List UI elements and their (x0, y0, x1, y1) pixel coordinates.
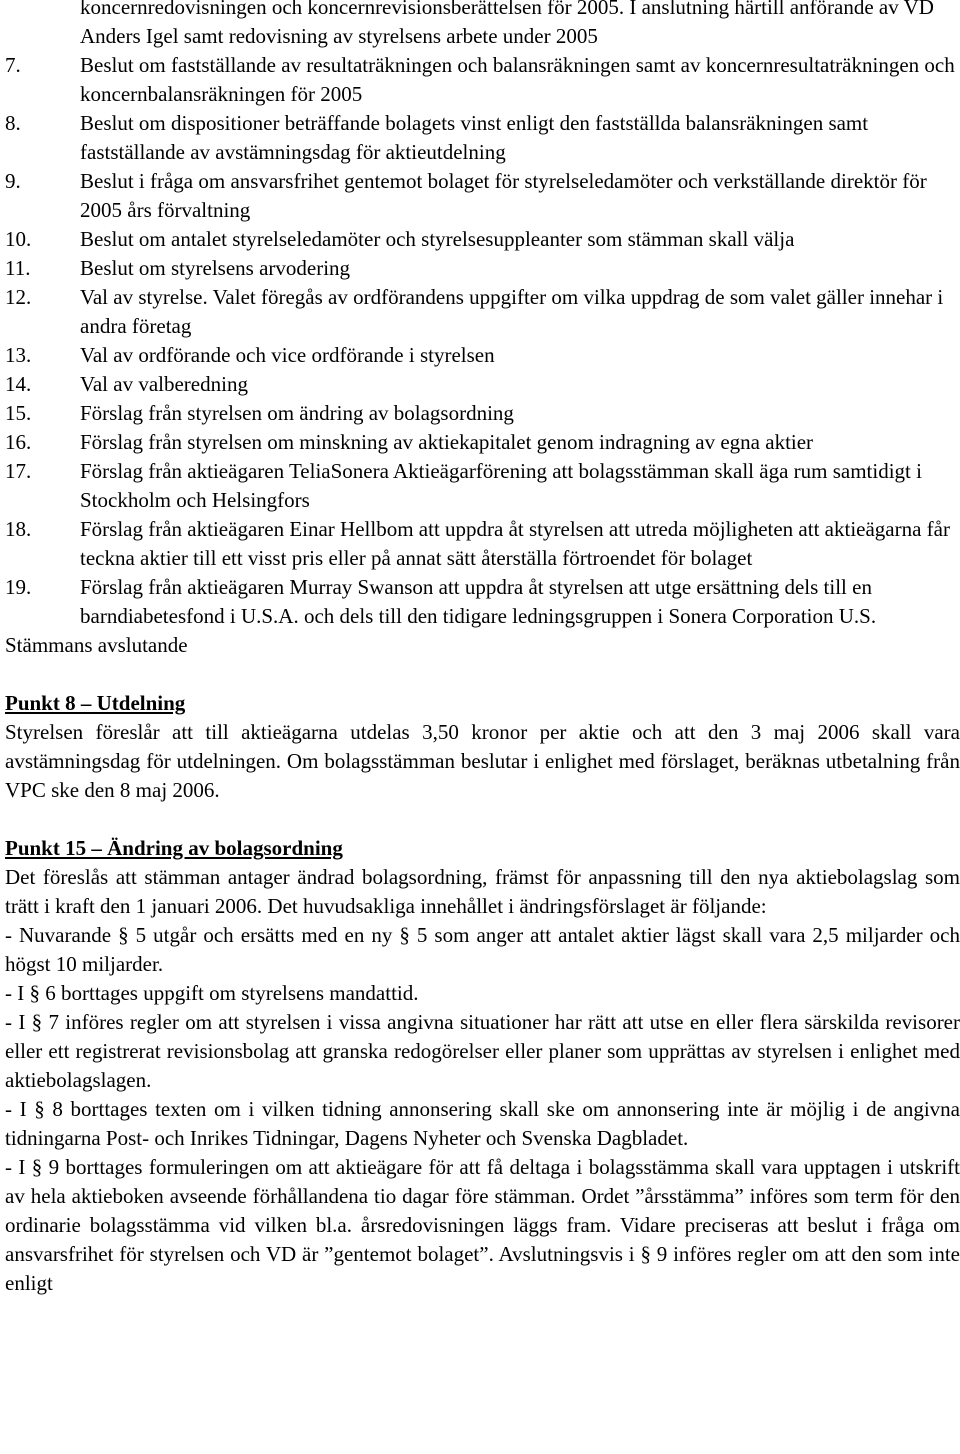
agenda-item-text: Val av valberedning (80, 372, 248, 396)
agenda-item-number: 11. (5, 256, 31, 280)
agenda-item-number: 7. (5, 53, 21, 77)
agenda-item-10 (0, 225, 960, 254)
agenda-item-number: 18. (5, 517, 32, 541)
agenda-item-number: 14. (5, 372, 32, 396)
agenda-item-text: Beslut om dispositioner beträffande bolagets vinst enligt den fastställda balansräkningen samt fastställande av avstämningsdag för aktieutdelning (80, 111, 869, 164)
agenda-item-text: Beslut om antalet styrelseledamöter och styrelsesuppleanter som stämman skall välja (80, 227, 795, 251)
agenda-item-text: Beslut om fastställande av resultaträkningen och balansräkningen samt av koncernresultaträkningen och koncernbalansräkningen för 2005 (80, 53, 955, 106)
agenda-closing: Stämmans avslutande (5, 633, 188, 657)
agenda-item-number: 12. (5, 285, 32, 309)
spacer (0, 805, 960, 834)
change-item-par-5: - Nuvarande § 5 utgår och ersätts med en ny § 5 som anger att antalet aktier lägst skall vara 2,5 miljarder och högst 10 miljarder. (5, 923, 960, 976)
agenda-item-text: koncernredovisningen och koncernrevisionsberättelsen för 2005. I anslutning härtill anförande av VD Anders Igel samt redovisning av styrelsens arbete under 2005 (80, 0, 934, 48)
agenda-item-12 (0, 283, 960, 341)
agenda-item-text: Val av ordförande och vice ordförande i styrelsen (80, 343, 495, 367)
agenda-item-carryover (0, 0, 960, 51)
change-item-par-9: - I § 9 borttages formuleringen om att aktieägare för att få deltaga i bolagsstämma skall vara upptagen i utskrift av hela aktieboken avseende förhållandena tio dagar före stämman. Ordet ”årsstämma” införes som term för den ordinarie bolagsstämma vid vilken bl.a. årsredovisningen läggs fram. Vidare preciseras att beslut i fråga om ansvarsfrihet för styrelsen och VD är ”gentemot bolaget”. Avslutningsvis i § 9 införes regler om att den som inte enligt (5, 1155, 960, 1295)
agenda-item-19 (0, 573, 960, 631)
agenda-item-text: Förslag från aktieägaren Murray Swanson att uppdra åt styrelsen att utge ersättning dels till en barndiabetesfond i U.S.A. och dels till den tidigare ledningsgruppen i Sonera Corporation U.S. (80, 575, 877, 628)
section-heading: Punkt 8 – Utdelning (5, 691, 186, 715)
agenda-item-15 (0, 399, 960, 428)
agenda-item-number: 15. (5, 401, 32, 425)
section-punkt-8 (0, 689, 960, 805)
agenda-item-number: 10. (5, 227, 32, 251)
agenda-item-9 (0, 167, 960, 225)
agenda-item-17 (0, 457, 960, 515)
agenda-item-14 (0, 370, 960, 399)
change-item-par-8: - I § 8 borttages texten om i vilken tidning annonsering skall ske om annonsering inte är möjlig i de angivna tidningarna Post- och Inrikes Tidningar, Dagens Nyheter och Svenska Dagbladet. (5, 1097, 960, 1150)
section-heading: Punkt 15 – Ändring av bolagsordning (5, 836, 343, 860)
agenda-item-text: Förslag från aktieägaren Einar Hellbom att uppdra åt styrelsen att utreda möjligheten att aktieägarna får teckna aktier till ett visst pris eller på annat sätt återställa förtroendet för bolaget (80, 517, 950, 570)
agenda-item-7 (0, 51, 960, 109)
agenda-item-16 (0, 428, 960, 457)
agenda-item-18 (0, 515, 960, 573)
agenda-item-text: Beslut i fråga om ansvarsfrihet gentemot bolaget för styrelseledamöter och verkställande direktör för 2005 års förvaltning (80, 169, 927, 222)
agenda-item-number: 8. (5, 111, 21, 135)
section-paragraph: Styrelsen föreslår att till aktieägarna utdelas 3,50 kronor per aktie och att den 3 maj 2006 skall vara avstämningsdag för utdelningen. Om bolagsstämman beslutar i enlighet med förslaget, beräknas utbetalning från VPC ske den 8 maj 2006. (5, 720, 960, 802)
agenda-item-number: 13. (5, 343, 32, 367)
agenda-item-number: 16. (5, 430, 32, 454)
spacer (0, 660, 960, 689)
section-punkt-15 (0, 834, 960, 1298)
change-item-par-6: - I § 6 borttages uppgift om styrelsens mandattid. (5, 981, 419, 1005)
change-item-par-7: - I § 7 införes regler om att styrelsen i vissa angivna situationer har rätt att utse en eller flera särskilda revisorer eller ett registrerat revisionsbolag att granska redogörelser eller planer som upprättas av styrelsen i enlighet med aktiebolagslagen. (5, 1010, 960, 1092)
agenda-item-text: Beslut om styrelsens arvodering (80, 256, 351, 280)
agenda-item-number: 9. (5, 169, 21, 193)
agenda-item-text: Förslag från aktieägaren TeliaSonera Aktieägarförening att bolagsstämman skall äga rum samtidigt i Stockholm och Helsingfors (80, 459, 922, 512)
agenda-item-8 (0, 109, 960, 167)
agenda-item-13 (0, 341, 960, 370)
agenda-item-text: Val av styrelse. Valet föregås av ordförandens uppgifter om vilka uppdrag de som valet gäller innehar i andra företag (80, 285, 944, 338)
agenda-item-11 (0, 254, 960, 283)
agenda-item-number: 17. (5, 459, 32, 483)
agenda-item-text: Förslag från styrelsen om minskning av aktiekapitalet genom indragning av egna aktier (80, 430, 814, 454)
section-paragraph: Det föreslås att stämman antager ändrad bolagsordning, främst för anpassning till den nya aktiebolagslag som trätt i kraft den 1 januari 2006. Det huvudsakliga innehållet i ändringsförslaget är följande: (5, 865, 960, 918)
agenda-item-number: 19. (5, 575, 32, 599)
agenda-item-text: Förslag från styrelsen om ändring av bolagsordning (80, 401, 514, 425)
